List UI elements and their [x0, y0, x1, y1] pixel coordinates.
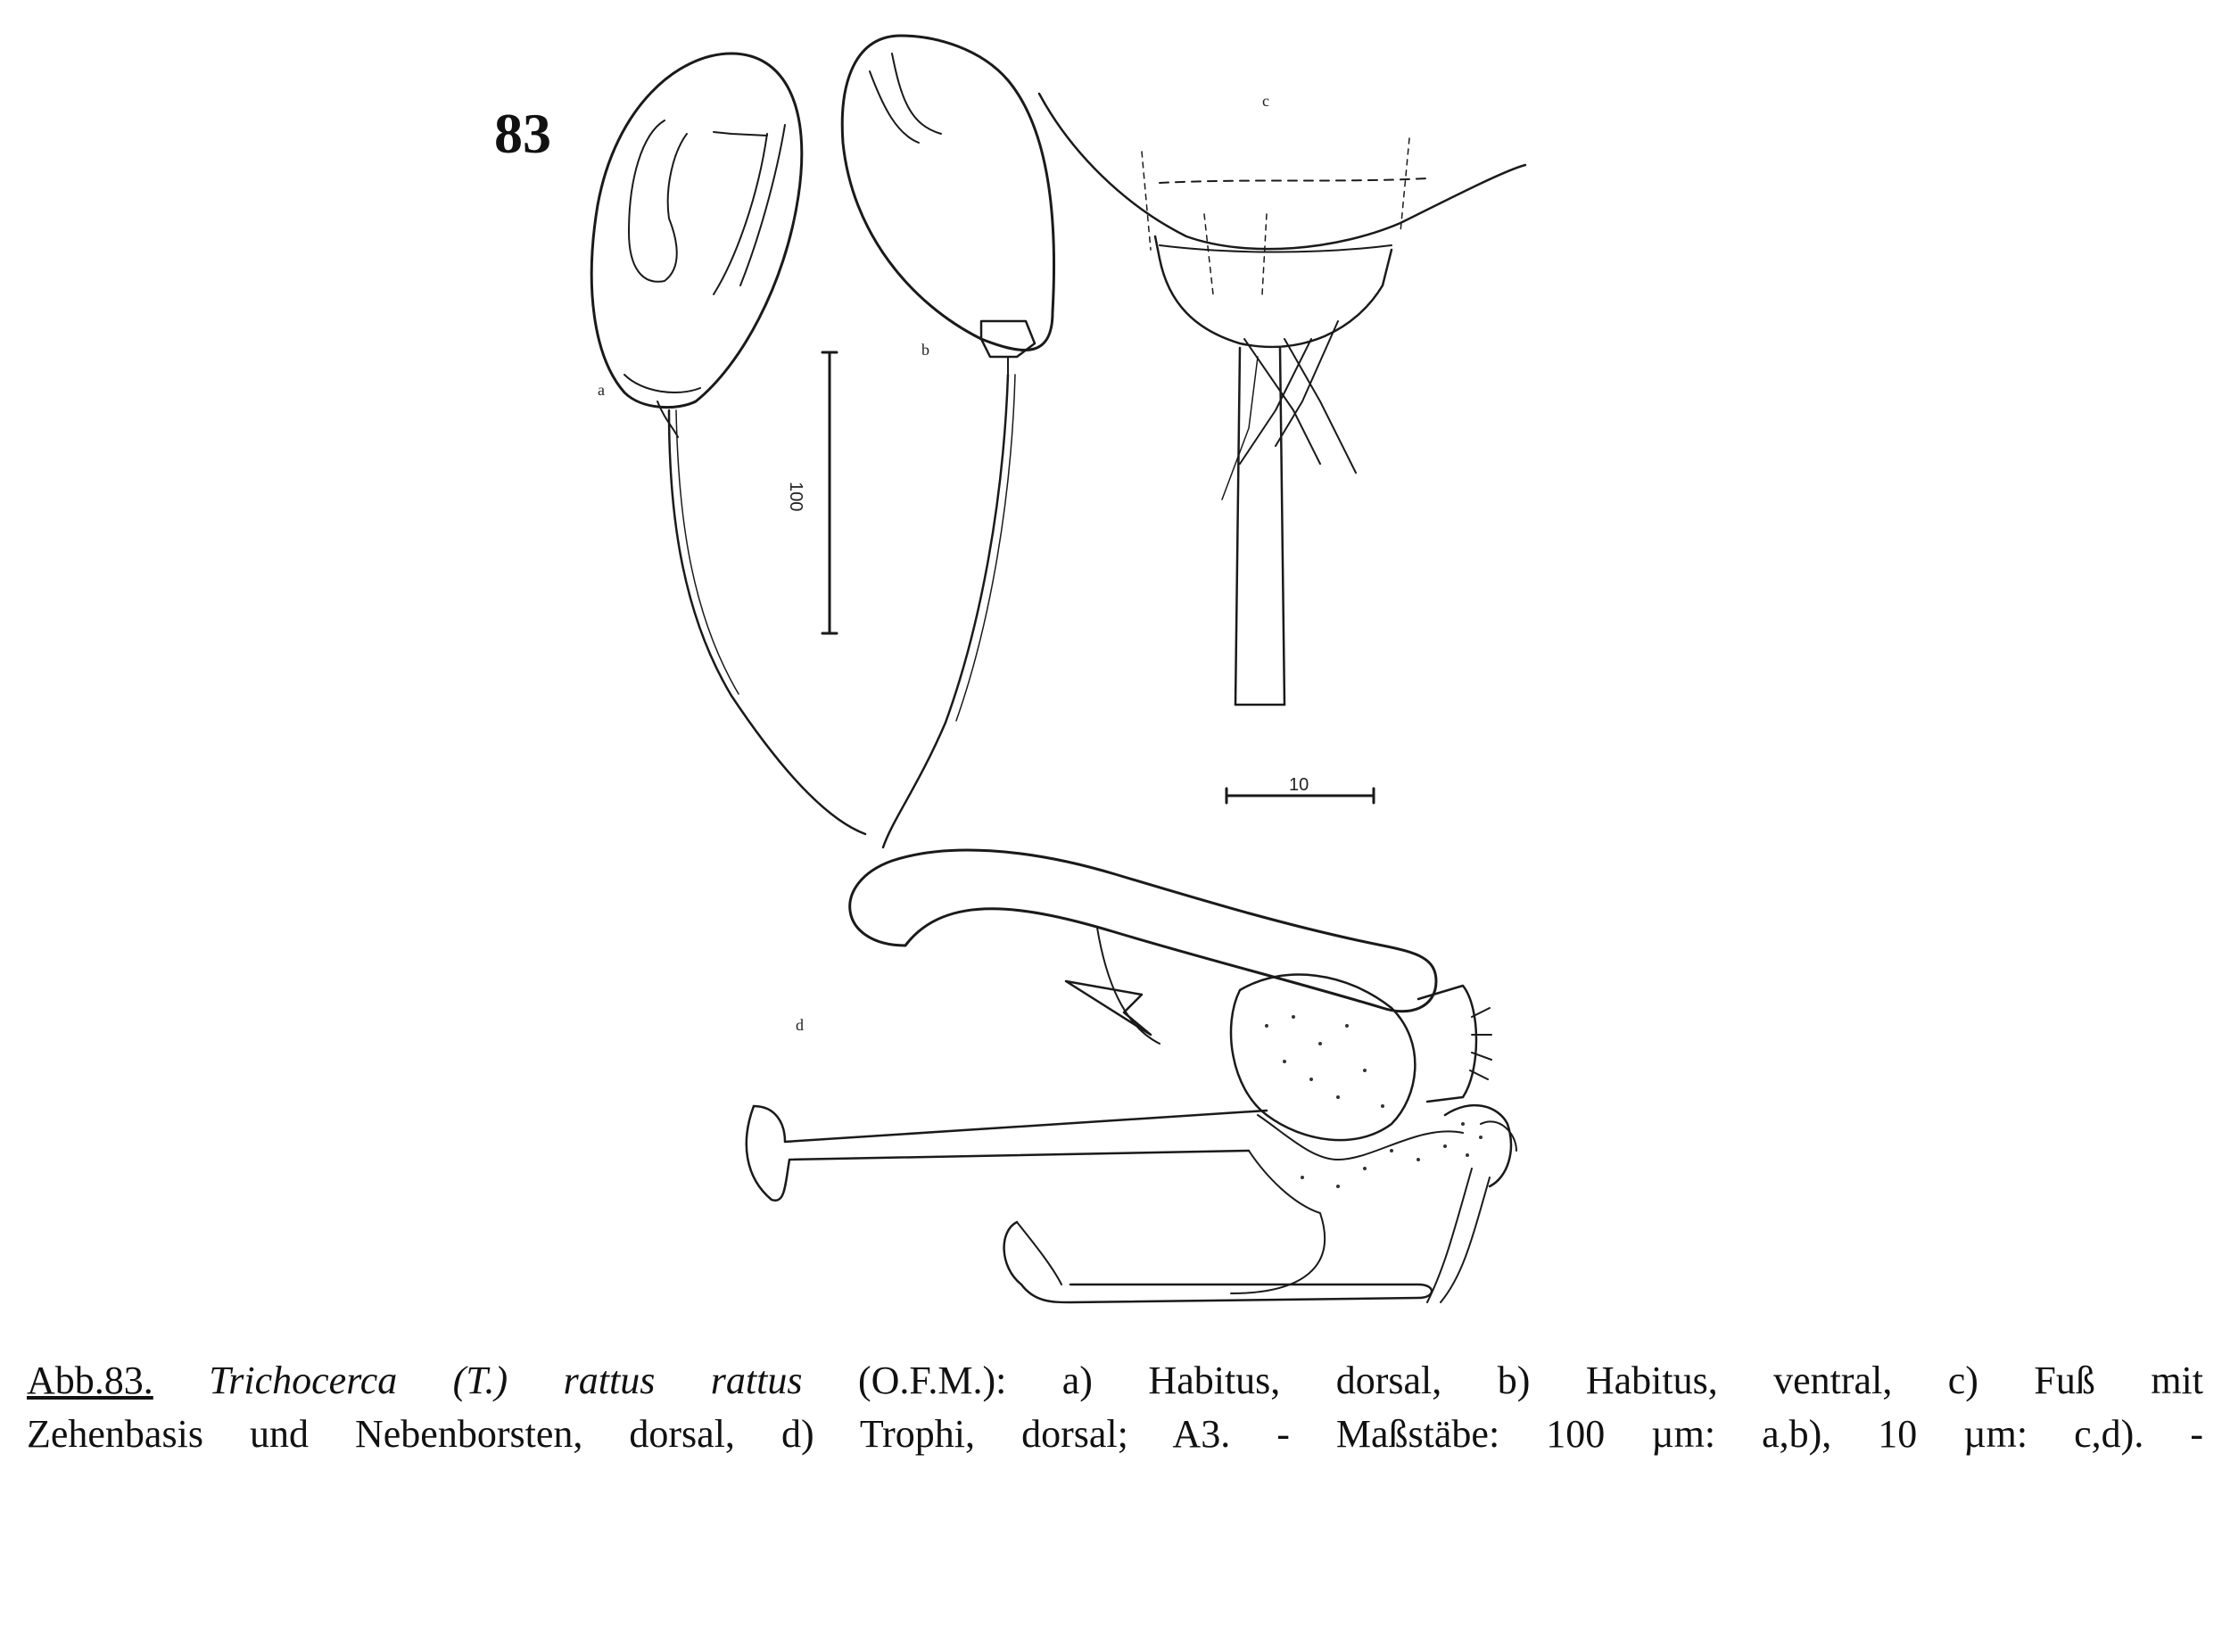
figure-caption [27, 1354, 2203, 1461]
figure-number: 83 [494, 102, 551, 165]
habitus-dorsal-drawing [591, 54, 865, 834]
foot-detail-drawing [1039, 94, 1525, 705]
habitus-ventral-drawing [842, 36, 1053, 847]
trophi-stipple [1265, 1015, 1483, 1188]
scale-bar-10-label: 10 [1289, 775, 1309, 795]
panel-label-d: d [796, 1016, 804, 1034]
panel-label-a: a [598, 381, 605, 399]
scale-bar-100 [822, 352, 837, 633]
caption-figure-ref: Abb.83. [27, 1359, 153, 1402]
panel-label-c: c [1262, 92, 1269, 110]
caption-line-1 [27, 1354, 2203, 1408]
caption-line-2: Zehenbasis und Nebenborsten, dorsal, d) Trophi, dorsal; A3. - Maßstäbe: 100 µm: a,b), 10 µm: c,d). - [27, 1412, 2203, 1456]
caption-taxon-name: Trichocerca (T.) rattus rattus [209, 1359, 803, 1402]
scale-bar-100-label: 100 [786, 482, 805, 512]
panel-label-b: b [921, 341, 929, 359]
caption-line-1-text: (O.F.M.): a) Habitus, dorsal, b) Habitus, ventral, c) Fuß mit [802, 1359, 2203, 1402]
trophi-drawing [747, 850, 1516, 1302]
